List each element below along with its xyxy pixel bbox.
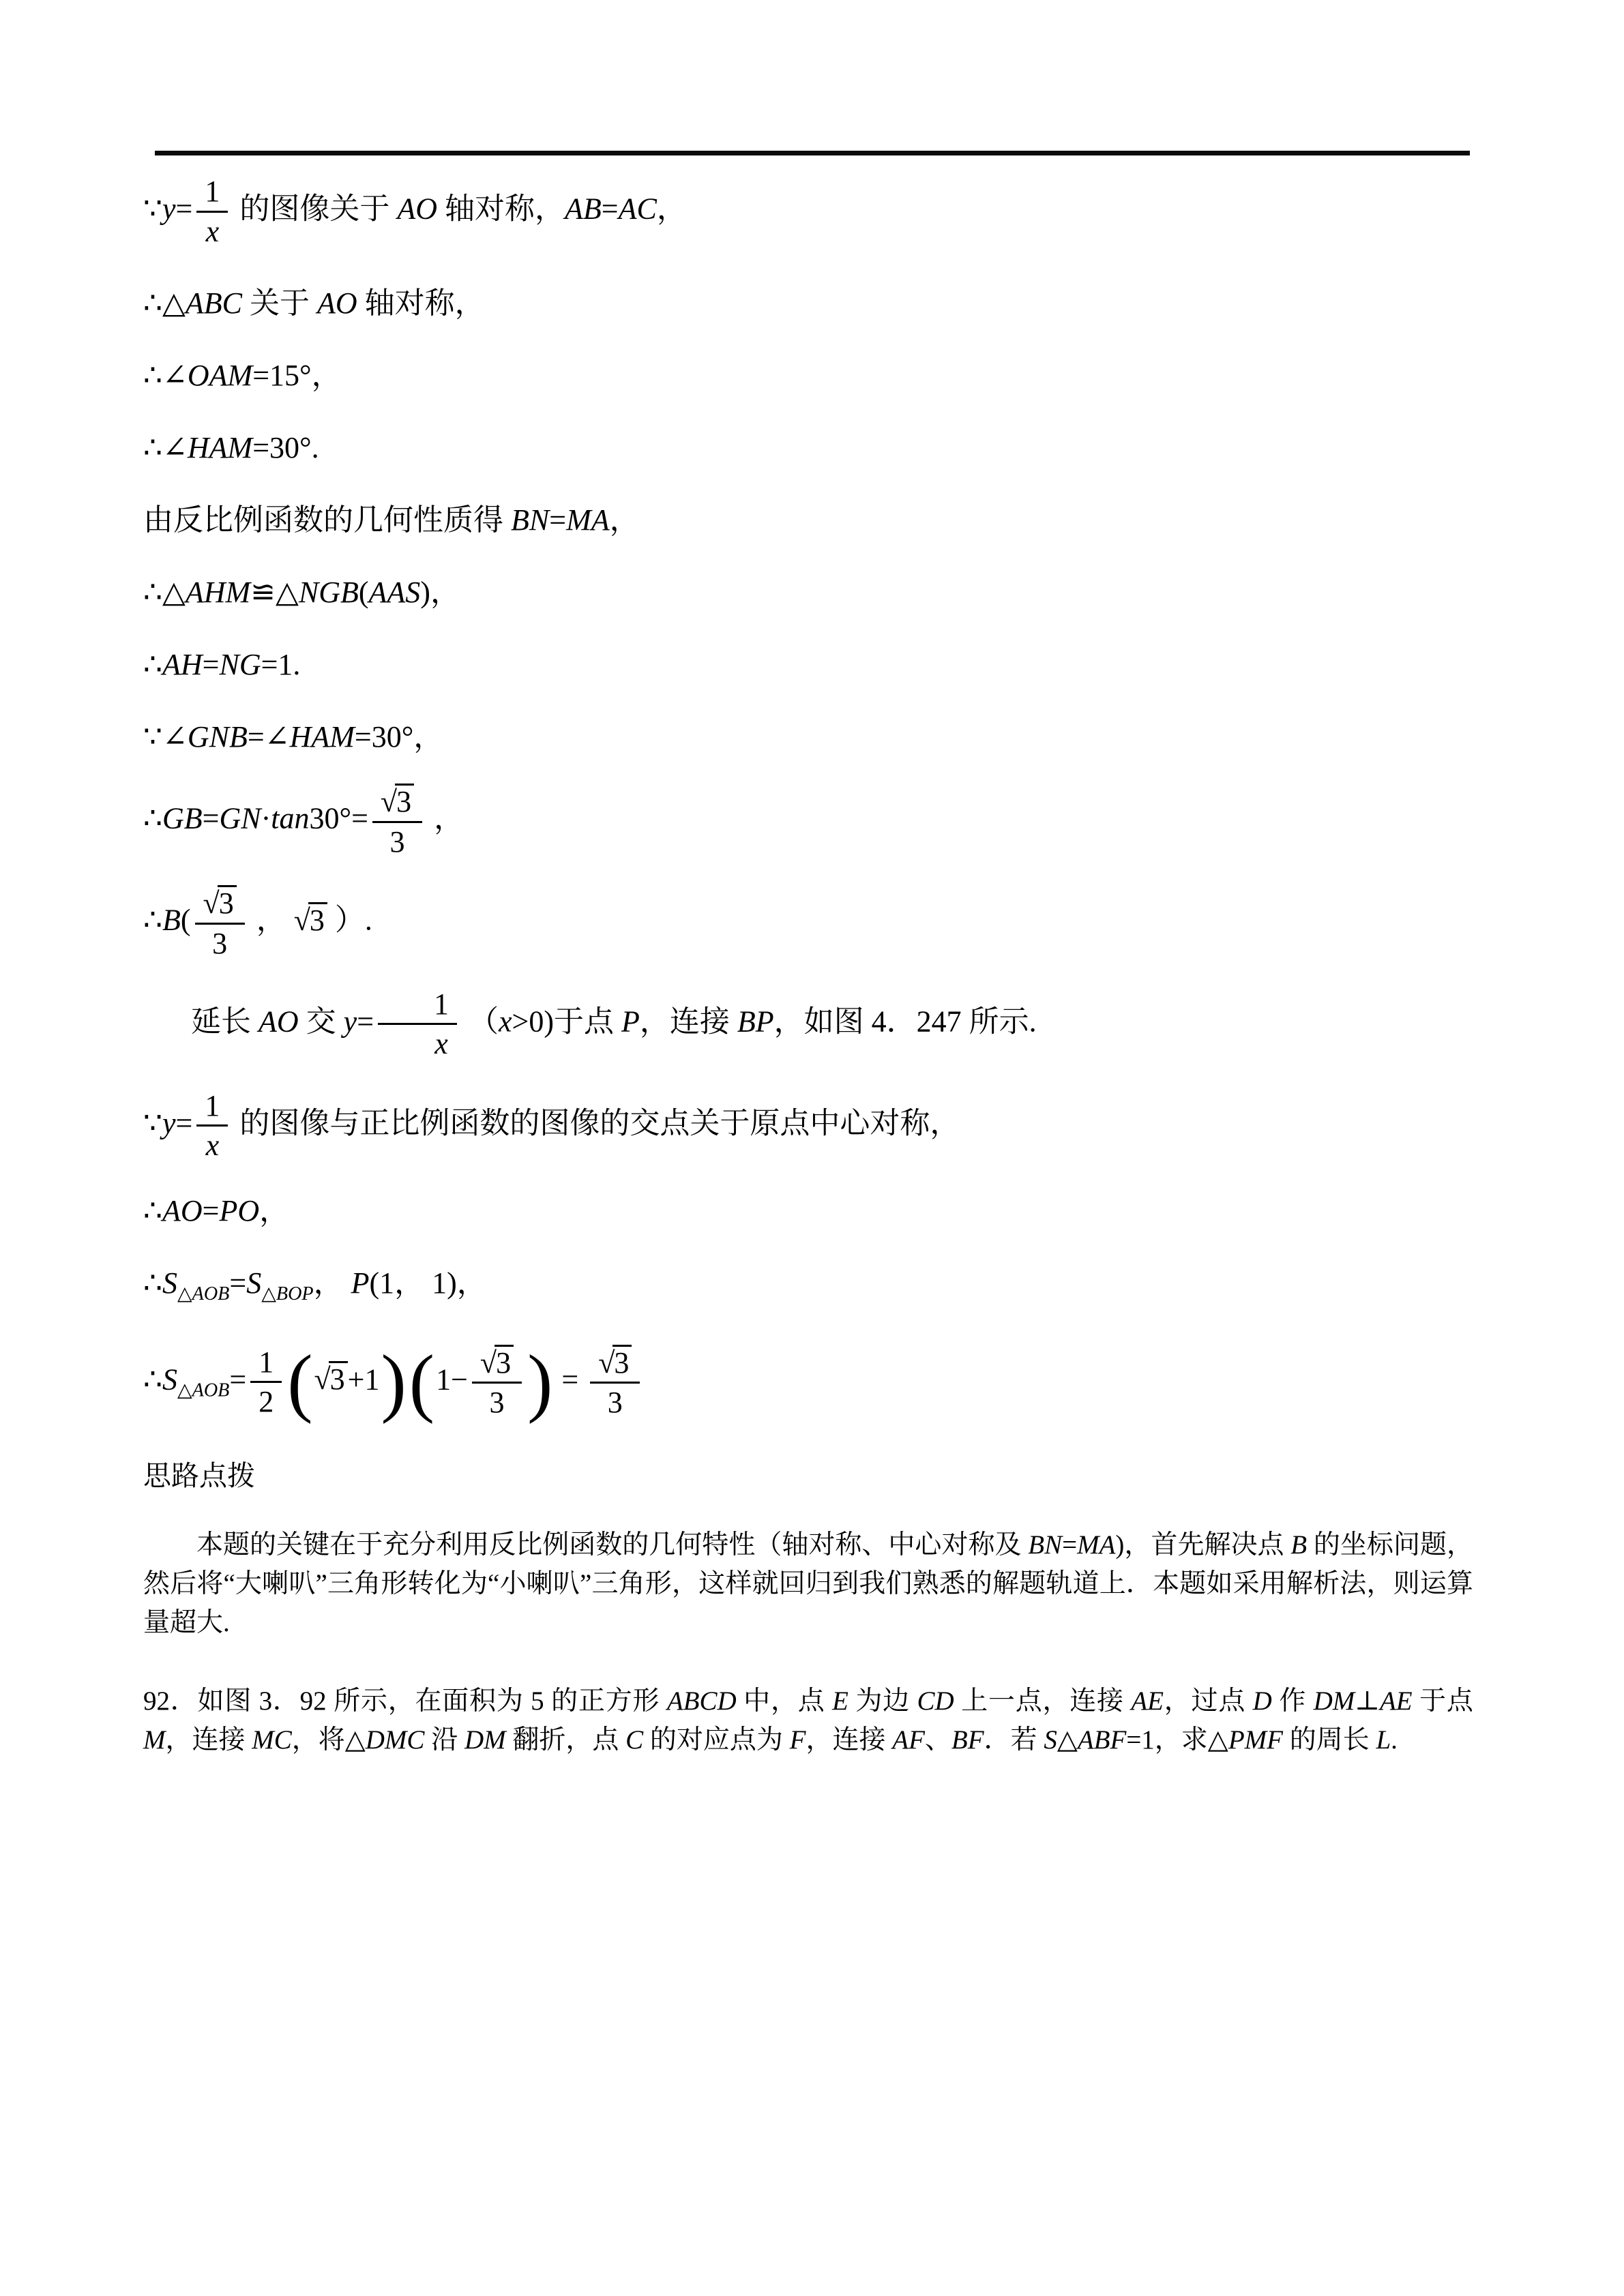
text-span: =	[549, 503, 567, 537]
solution-line-3	[143, 358, 1473, 393]
math-variable: MA	[1077, 1530, 1116, 1560]
fraction-numerator: 1	[259, 1345, 274, 1379]
text-span: ∴△	[143, 286, 186, 320]
solution-line-10	[143, 885, 1473, 961]
text-span: =1.	[261, 648, 301, 682]
text-span: 轴对称，	[357, 286, 485, 320]
text-span: ∵	[143, 1106, 162, 1140]
math-variable: C	[625, 1725, 644, 1755]
text-span: 轴对称，	[437, 192, 565, 226]
text-span: ，连接	[806, 1725, 893, 1755]
solution-line-7	[143, 647, 1473, 683]
fraction-numerator: 1	[205, 1088, 220, 1122]
text-span: ．若	[984, 1725, 1044, 1755]
math-variable: GNB	[187, 720, 248, 754]
math-variable: BP	[737, 1004, 774, 1039]
math-variable: ABC	[185, 286, 242, 320]
radical	[203, 886, 237, 920]
text-span: =	[175, 1106, 193, 1140]
text-span: ⊥	[1355, 1686, 1380, 1716]
solution-line-9	[143, 784, 1473, 859]
header-rule	[155, 151, 1470, 155]
math-variable: DM	[464, 1725, 506, 1755]
text-span: 交	[298, 1004, 344, 1039]
text-span: ·	[261, 801, 271, 835]
fraction-numerator	[472, 1345, 522, 1382]
radicand: 3	[494, 1345, 514, 1378]
big-paren: (	[409, 1340, 435, 1425]
math-variable: CD	[917, 1686, 954, 1716]
math-variable: AH	[162, 648, 203, 682]
text-span: ∴	[143, 1193, 162, 1227]
text-span: 延长	[191, 1004, 259, 1039]
fraction-denominator: 3	[372, 821, 422, 860]
text-span: ∴∠	[143, 431, 188, 465]
insight-paragraph	[143, 1525, 1473, 1642]
fraction-numerator: 1	[205, 175, 220, 208]
text-span: =	[601, 192, 619, 226]
solution-line-12	[143, 1089, 1473, 1163]
text-span: 本题的关键在于充分利用反比例函数的几何特性（轴对称、中心对称及	[196, 1530, 1029, 1560]
text-span: =	[229, 1266, 247, 1300]
text-span: ∴∠	[143, 359, 188, 393]
radical	[480, 1346, 514, 1380]
fraction	[196, 175, 228, 249]
text-span: +1	[347, 1362, 380, 1397]
fraction	[196, 1089, 228, 1163]
fraction-denominator: x	[378, 1023, 457, 1062]
text-span: ∴△	[143, 576, 186, 610]
math-variable: GB	[162, 801, 203, 835]
text-span: =∠	[247, 720, 290, 754]
math-variable: DM	[1313, 1686, 1355, 1716]
text-span: 的周长	[1282, 1725, 1376, 1755]
text-span: (	[358, 576, 369, 610]
text-span: 沿	[424, 1725, 464, 1755]
math-variable: L	[1376, 1725, 1391, 1755]
math-variable: NG	[219, 648, 261, 682]
math-variable: BN	[1028, 1530, 1063, 1560]
math-variable: NGB	[298, 576, 359, 610]
math-variable: S	[1044, 1725, 1057, 1755]
fraction-numerator	[195, 885, 245, 923]
math-variable: x	[499, 1004, 512, 1039]
subscript: △BOP	[261, 1283, 314, 1304]
text-span: ，	[426, 801, 464, 835]
text-span: （	[461, 1004, 499, 1039]
radical-sign: √	[479, 1345, 495, 1380]
text-span: 关于	[241, 286, 317, 320]
math-variable: S	[246, 1266, 262, 1300]
solution-line-14	[143, 1266, 1473, 1312]
text-span: ≌△	[250, 576, 299, 610]
math-variable: y	[343, 1004, 357, 1039]
math-variable: BF	[951, 1725, 984, 1755]
math-variable: D	[1252, 1686, 1272, 1716]
math-variable: AC	[618, 192, 657, 226]
math-variable: ABF	[1077, 1725, 1127, 1755]
text-span: =30°.	[252, 431, 319, 465]
text-span: 上一点，连接	[954, 1686, 1132, 1716]
math-variable: E	[832, 1686, 848, 1716]
fraction-numerator	[372, 784, 422, 821]
document-blocks	[143, 175, 1473, 1759]
math-variable: MC	[252, 1725, 292, 1755]
math-variable: HAM	[187, 431, 253, 465]
math-variable: AO	[259, 1004, 299, 1039]
solution-line-4	[143, 430, 1473, 466]
text-span: △	[1057, 1725, 1078, 1755]
math-variable: PO	[219, 1193, 260, 1227]
math-variable: B	[1290, 1530, 1308, 1560]
fraction-denominator: 3	[472, 1382, 522, 1420]
text-span: 的对应点为	[643, 1725, 790, 1755]
text-span: 的图像关于	[232, 192, 398, 226]
solution-line-5	[143, 503, 1473, 538]
text-span: >0)于点	[512, 1004, 622, 1039]
math-variable: B	[162, 904, 181, 938]
solution-line-13	[143, 1193, 1473, 1229]
text-span: 于点	[1412, 1686, 1473, 1716]
text-span: ∴	[143, 904, 162, 938]
math-variable: AO	[316, 286, 357, 320]
text-span: ∵	[143, 192, 162, 226]
text-span: .	[1391, 1725, 1398, 1755]
insight-heading: 思路点拨	[143, 1459, 255, 1491]
big-paren: )	[527, 1340, 553, 1425]
math-variable: S	[162, 1266, 177, 1300]
radicand: 3	[308, 902, 327, 936]
math-variable: BN	[511, 503, 550, 537]
text-span: ∴	[143, 1362, 162, 1397]
fraction	[378, 987, 457, 1062]
text-span: ，	[656, 192, 687, 226]
math-variable: AF	[892, 1725, 925, 1755]
text-span: ∵∠	[143, 720, 188, 754]
radical-sign: √	[293, 904, 308, 938]
radical-sign: √	[314, 1362, 329, 1397]
text-span: ，连接	[639, 1004, 737, 1039]
fraction-denominator: 2	[250, 1381, 282, 1420]
text-span: ，如图 4．247 所示.	[773, 1004, 1037, 1039]
text-span: =	[202, 801, 220, 835]
big-paren: )	[381, 1340, 407, 1425]
text-span: ，连接	[165, 1725, 252, 1755]
math-variable: DMC	[365, 1725, 425, 1755]
big-paren: (	[287, 1340, 313, 1425]
text-span: 作	[1271, 1686, 1314, 1716]
text-span: 92．如图 3．92 所示，在面积为 5 的正方形	[143, 1686, 667, 1716]
text-span: 的坐标问题，然后将“大喇叭”三角形转化为“小喇叭”三角形，这样就回归到我们熟悉的解题轨道上．本题如采用解析法，则运算量超大.	[143, 1530, 1473, 1637]
text-span: =1，求△	[1126, 1725, 1228, 1755]
fraction-denominator: 3	[590, 1382, 640, 1420]
radical	[598, 1346, 632, 1380]
math-variable: OAM	[187, 359, 253, 393]
text-span: =15°，	[252, 359, 342, 393]
fraction-denominator: x	[196, 211, 228, 250]
radical	[381, 785, 414, 818]
text-span: ，	[259, 1193, 290, 1227]
radical	[294, 904, 327, 937]
math-variable: PMF	[1228, 1725, 1283, 1755]
math-variable: P	[351, 1266, 370, 1300]
text-span: ，将△	[291, 1725, 366, 1755]
math-variable: AHM	[185, 576, 251, 610]
fraction	[472, 1345, 522, 1420]
text-span: (1， 1)，	[369, 1266, 487, 1300]
text-span: (	[180, 904, 191, 938]
text-span: 的图像与正比例函数的图像的交点关于原点中心对称，	[232, 1106, 960, 1140]
fraction-numerator: 1	[434, 987, 449, 1021]
radicand: 3	[395, 784, 414, 817]
fraction	[250, 1345, 282, 1420]
math-variable: S	[162, 1362, 177, 1397]
radicand: 3	[329, 1361, 348, 1395]
fraction-denominator: x	[196, 1124, 228, 1163]
radical-sign: √	[598, 1345, 613, 1380]
math-variable: GN	[219, 801, 261, 835]
text-span: ，	[313, 1266, 351, 1300]
math-variable: M	[143, 1725, 166, 1755]
math-variable: tan	[271, 801, 310, 835]
math-variable: y	[162, 192, 176, 226]
math-variable: P	[621, 1004, 640, 1039]
math-variable: MA	[566, 503, 610, 537]
solution-line-8	[143, 719, 1473, 755]
fraction	[590, 1345, 640, 1420]
solution-line-1	[143, 175, 1473, 249]
text-span: 30°=	[309, 801, 368, 835]
fraction-numerator	[590, 1345, 640, 1382]
text-span: ）.	[327, 904, 372, 938]
text-span: ，	[609, 503, 640, 537]
text-span: 、	[924, 1725, 951, 1755]
text-span: 中，点	[736, 1686, 833, 1716]
solution-line-15	[143, 1340, 1473, 1425]
text-span: ，过点	[1164, 1686, 1253, 1716]
document-content	[143, 0, 1473, 1759]
math-variable: F	[789, 1725, 806, 1755]
subscript: △AOB	[177, 1380, 230, 1401]
math-variable: AE	[1379, 1686, 1413, 1716]
text-span: =	[554, 1362, 587, 1397]
text-span: ，	[248, 904, 294, 938]
text-span: =	[175, 192, 193, 226]
math-variable: AAS	[368, 576, 421, 610]
radical-sign: √	[203, 886, 218, 921]
text-span: =	[202, 1193, 220, 1227]
radicand: 3	[612, 1345, 632, 1378]
math-variable: AE	[1131, 1686, 1164, 1716]
text-span: =30°，	[354, 720, 444, 754]
radical	[314, 1362, 348, 1396]
fraction	[372, 784, 422, 859]
text-span: ∴	[143, 1266, 162, 1300]
solution-line-6	[143, 575, 1473, 610]
radical-sign: √	[380, 785, 396, 819]
fraction	[195, 885, 245, 961]
text-span: )，	[420, 576, 460, 610]
text-span: ∴	[143, 801, 162, 835]
solution-line-11	[143, 987, 1473, 1062]
problem-92	[143, 1682, 1473, 1759]
text-span: 由反比例函数的几何性质得	[143, 503, 511, 537]
solution-line-2	[143, 286, 1473, 321]
math-variable: y	[162, 1106, 176, 1140]
text-span: 为边	[848, 1686, 917, 1716]
text-span: 1−	[436, 1362, 468, 1397]
math-variable: AB	[565, 192, 602, 226]
text-span: ∴	[143, 648, 162, 682]
math-variable: AO	[162, 1193, 203, 1227]
text-span: 翻折，点	[505, 1725, 626, 1755]
text-span: =	[357, 1004, 374, 1039]
fraction-denominator: 3	[195, 923, 245, 961]
text-span: =	[202, 648, 220, 682]
math-variable: HAM	[289, 720, 355, 754]
subscript: △AOB	[177, 1283, 230, 1304]
math-variable: AO	[397, 192, 438, 226]
radicand: 3	[218, 885, 237, 919]
text-span: =	[1062, 1530, 1078, 1560]
math-variable: ABCD	[666, 1686, 737, 1716]
text-span: =	[229, 1362, 247, 1397]
text-span: )，首先解决点	[1115, 1530, 1291, 1560]
